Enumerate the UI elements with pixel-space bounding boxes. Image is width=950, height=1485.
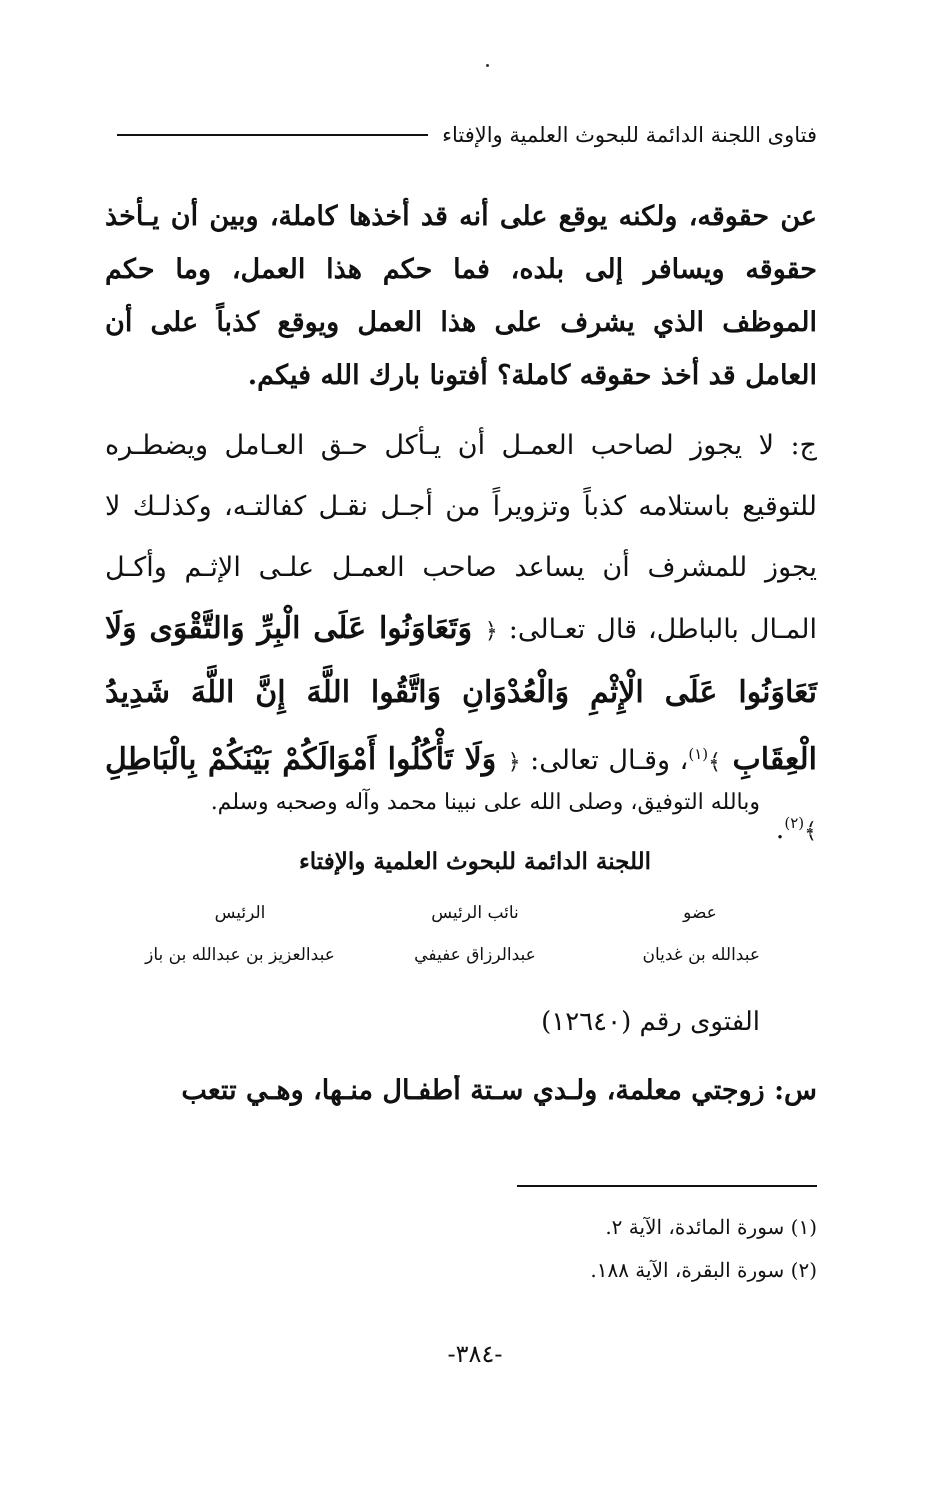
answer-text-part1: ج: لا يجوز لصاحب العمـل أن يـأكل حـق العـامل ويضطـره للتوقيع باستلامه كذباً وتزويراً من أجـل نقـل كفالتـه، وكذلـك لا يجوز للمشرف أن يساعد صاحب العمـل علـى الإثـم وأكـل المـال بالباطل، قال تعـالى:	[105, 430, 817, 645]
verse-ornament-open: ﴿	[507, 750, 521, 775]
verse-1-text: وَتَعَاوَنُوا عَلَى الْبِرِّ وَالتَّقْوَى وَلَا تَعَاوَنُوا عَلَى الْإِثْمِ وَالْعُدْوَانِ وَاتَّقُوا اللَّهَ إِنَّ اللَّهَ شَدِيدُ الْعِقَابِ	[105, 611, 817, 777]
verse-ornament-close: ﴾	[708, 750, 722, 775]
verse-2-text: وَلَا تَأْكُلُوا أَمْوَالَكُمْ بَيْنَكُمْ بِالْبَاطِلِ	[105, 742, 497, 777]
closing-line: وبالله التوفيق، وصلى الله على نبينا محمد وآله وصحبه وسلم.	[210, 790, 760, 815]
footnote-ref-2: (٢)	[784, 814, 805, 832]
answer-end: .	[775, 814, 785, 845]
signatory-role-president: الرئيس	[214, 903, 266, 923]
running-header	[117, 120, 817, 150]
footnote-rule	[517, 1185, 817, 1187]
verse-ornament-close: ﴾	[804, 819, 817, 844]
question-text: عن حقوقه، ولكنه يوقع على أنه قد أخذها كاملة، وبين أن يـأخذ حقوقه ويسافر إلى بلده، فما حكم هذا العمل، وما حكم الموظف الذي يشرف على هذا العمل ويوقع كذباً على أن العامل قد أخذ حقوقه كاملة؟ أفتونا بارك الله فيكم.	[105, 201, 817, 391]
header-title: فتاوى اللجنة الدائمة للبحوث العلمية والإفتاء	[442, 123, 817, 147]
signatory-name-member: عبدالله بن غديان	[642, 945, 760, 965]
signatory-role-vice-president: نائب الرئيس	[431, 903, 519, 923]
answer-text-part2: ، وقـال تعالى:	[530, 745, 689, 776]
signatory-name-president: عبدالعزيز بن عبدالله بن باز	[145, 945, 335, 965]
header-rule	[117, 134, 428, 136]
page-number: -٣٨٤-	[447, 1340, 503, 1368]
committee-title: اللجنة الدائمة للبحوث العلمية والإفتاء	[298, 848, 652, 875]
footnote-2: (٢) سورة البقرة، الآية ١٨٨.	[590, 1258, 817, 1282]
footnote-1: (١) سورة المائدة، الآية ٢.	[605, 1215, 817, 1239]
next-question-text: س: زوجتي معلمة، ولـدي سـتة أطفـال منـها، وهـي تتعب	[181, 1075, 817, 1106]
stray-mark	[486, 64, 489, 67]
signatory-role-member: عضو	[683, 903, 717, 923]
signatory-name-vice-president: عبدالرزاق عفيفي	[414, 945, 536, 965]
footnote-ref-1: (١)	[688, 745, 709, 763]
verse-ornament-open: ﴿	[484, 619, 498, 644]
fatwa-number: الفتوى رقم (١٢٦٤٠)	[541, 1007, 760, 1037]
